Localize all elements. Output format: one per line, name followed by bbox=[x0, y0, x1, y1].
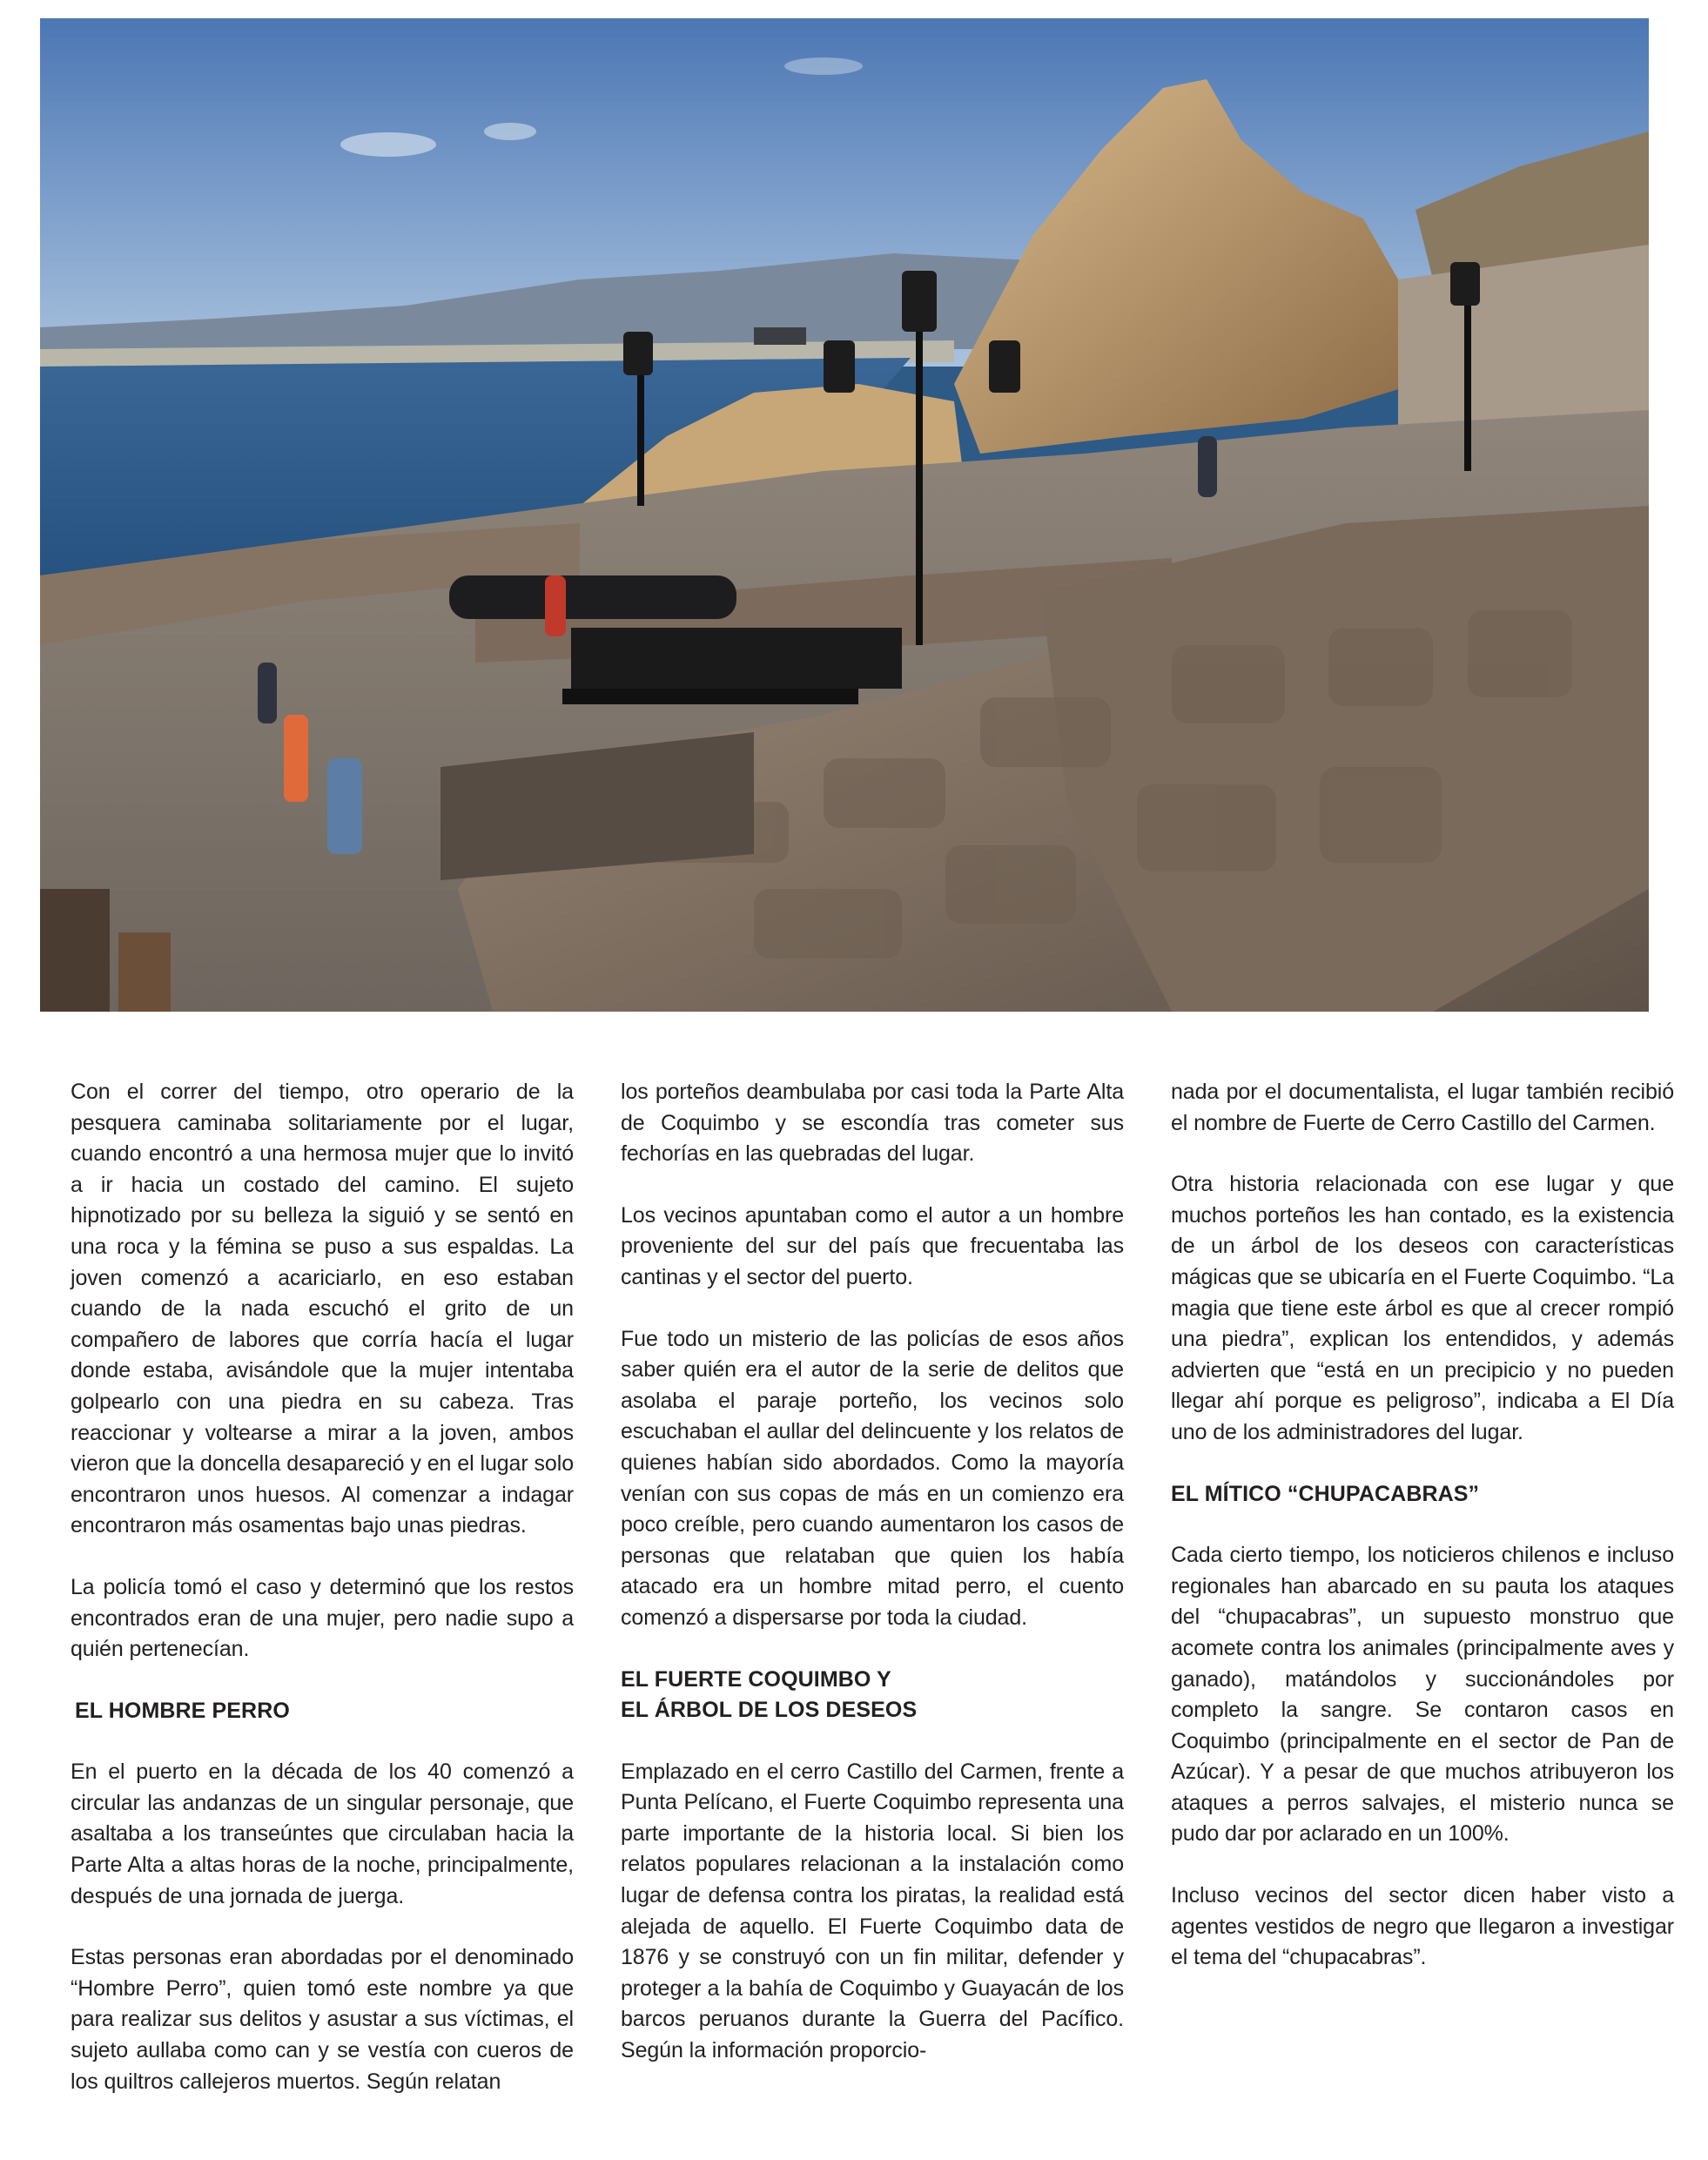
body-paragraph: Fue todo un misterio de las policías de esos años saber quién era el autor de la serie de delitos que asolaba el paraje porteño, los vecinos solo escuchaban el aullar del delincuente y los relatos de quienes habían sido abordados. Como la mayoría venían con sus copas de más en un comienzo era poco creíble, pero cuando aumentaron los casos de personas que relataban que quien los había atacado era un hombre mitad perro, el cuento comenzó a dispersarse por toda la ciudad. bbox=[621, 1326, 1124, 1630]
article-column-3 bbox=[1171, 1077, 1674, 2004]
section-heading-fuerte-coquimbo bbox=[621, 1665, 1124, 1726]
coastal-fort-photo bbox=[40, 18, 1649, 1012]
body-paragraph: Cada cierto tiempo, los noticieros chilenos e incluso regionales han abarcado en su pauta los ataques del “chupacabras”, un supuesto monstruo que acomete contra los animales (principalmente aves y ganado), matándolos y succionándoles por completo la sangre. Se contaron casos en Coquimbo (principalmente en el sector de Pan de Azúcar). Y a pesar de que muchos atribuyeron los ataques a perros salvajes, el misterio nunca se pudo dar por aclarado en un 100%. bbox=[1171, 1543, 1674, 1847]
body-paragraph: Otra historia relacionada con ese lugar y que muchos porteños les han contado, es la existencia de un árbol de los deseos con características mágicas que se ubicaría en el Fuerte Coquimbo. “La magia que tiene este árbol es que al crecer rompió una piedra”, explican los entendidos, y además advierten que “está en un precipicio y no pueden llegar ahí porque es peligroso”, indicaba a El Día uno de los administradores del lugar. bbox=[1171, 1172, 1674, 1444]
body-paragraph: Incluso vecinos del sector dicen haber visto a agentes vestidos de negro que llegaron a investigar el tema del “chupacabras”. bbox=[1171, 1883, 1674, 1970]
article-columns bbox=[71, 1077, 1674, 2104]
section-heading-chupacabras: EL MÍTICO “CHUPACABRAS” bbox=[1171, 1481, 1480, 1506]
body-paragraph: Emplazado en el cerro Castillo del Carmen, frente a Punta Pelícano, el Fuerte Coquimbo representa una parte importante de la historia local. Si bien los relatos populares relacionan a la instalación como lugar de defensa contra los piratas, la realidad está alejada de aquello. El Fuerte Coquimbo data de 1876 y se construyó con un fin militar, defender y proteger a la bahía de Coquimbo y Guayacán de los barcos peruanos durante la Guerra del Pacífico. Según la información proporcio- bbox=[621, 1759, 1124, 2063]
body-paragraph: Estas personas eran abordadas por el denominado “Hombre Perro”, quien tomó este nombre ya que para realizar sus delitos y asustar a sus víctimas, el sujeto aullaba como can y se vestía con cueros de los quiltros callejeros muertos. Según relatan bbox=[71, 1945, 574, 2094]
section-heading-hombre-perro: EL HOMBRE PERRO bbox=[75, 1698, 290, 1723]
body-paragraph: En el puerto en la década de los 40 comenzó a circular las andanzas de un singular personaje, que asaltaba a los transeúntes que circulaban hacia la Parte Alta a altas horas de la noche, principalmente, después de una jornada de juerga. bbox=[71, 1760, 574, 1908]
article-column-2 bbox=[621, 1077, 1124, 2097]
body-paragraph: Con el correr del tiempo, otro operario de la pesquera caminaba solitariamente por el lugar, cuando encontró a una hermosa mujer que lo invitó a ir hacia un costado del camino. El sujeto hipnotizado por su belleza la siguió y se sentó en una roca y la fémina se puso a sus espaldas. La joven comenzó a acariciarlo, en eso estaban cuando de la nada escuchó el grito de un compañero de labores que corría hacía el lugar donde estaba, avisándole que la mujer intentaba golpearlo con una piedra en su cabeza. Tras reaccionar y voltearse a mirar a la joven, ambos vieron que la doncella desapareció y en el lugar solo encontraron unos huesos. Al comenzar a indagar encontraron más osamentas bajo unas piedras. bbox=[71, 1080, 574, 1538]
body-paragraph: nada por el documentalista, el lugar también recibió el nombre de Fuerte de Cerro Castillo del Carmen. bbox=[1171, 1080, 1674, 1135]
article-column-1 bbox=[71, 1077, 574, 2128]
body-paragraph: Los vecinos apuntaban como el autor a un hombre proveniente del sur del país que frecuentaba las cantinas y el sector del puerto. bbox=[621, 1202, 1124, 1289]
coastal-fort-photo-icon bbox=[40, 18, 1649, 1012]
heading-line: EL ÁRBOL DE LOS DESEOS bbox=[621, 1698, 918, 1723]
body-paragraph: los porteños deambulaba por casi toda la Parte Alta de Coquimbo y se escondía tras cometer sus fechorías en las quebradas del lugar. bbox=[621, 1080, 1124, 1167]
heading-line: EL FUERTE COQUIMBO Y bbox=[621, 1666, 891, 1692]
body-paragraph: La policía tomó el caso y determinó que los restos encontrados eran de una mujer, pero nadie supo a quién pertenecían. bbox=[71, 1574, 574, 1662]
